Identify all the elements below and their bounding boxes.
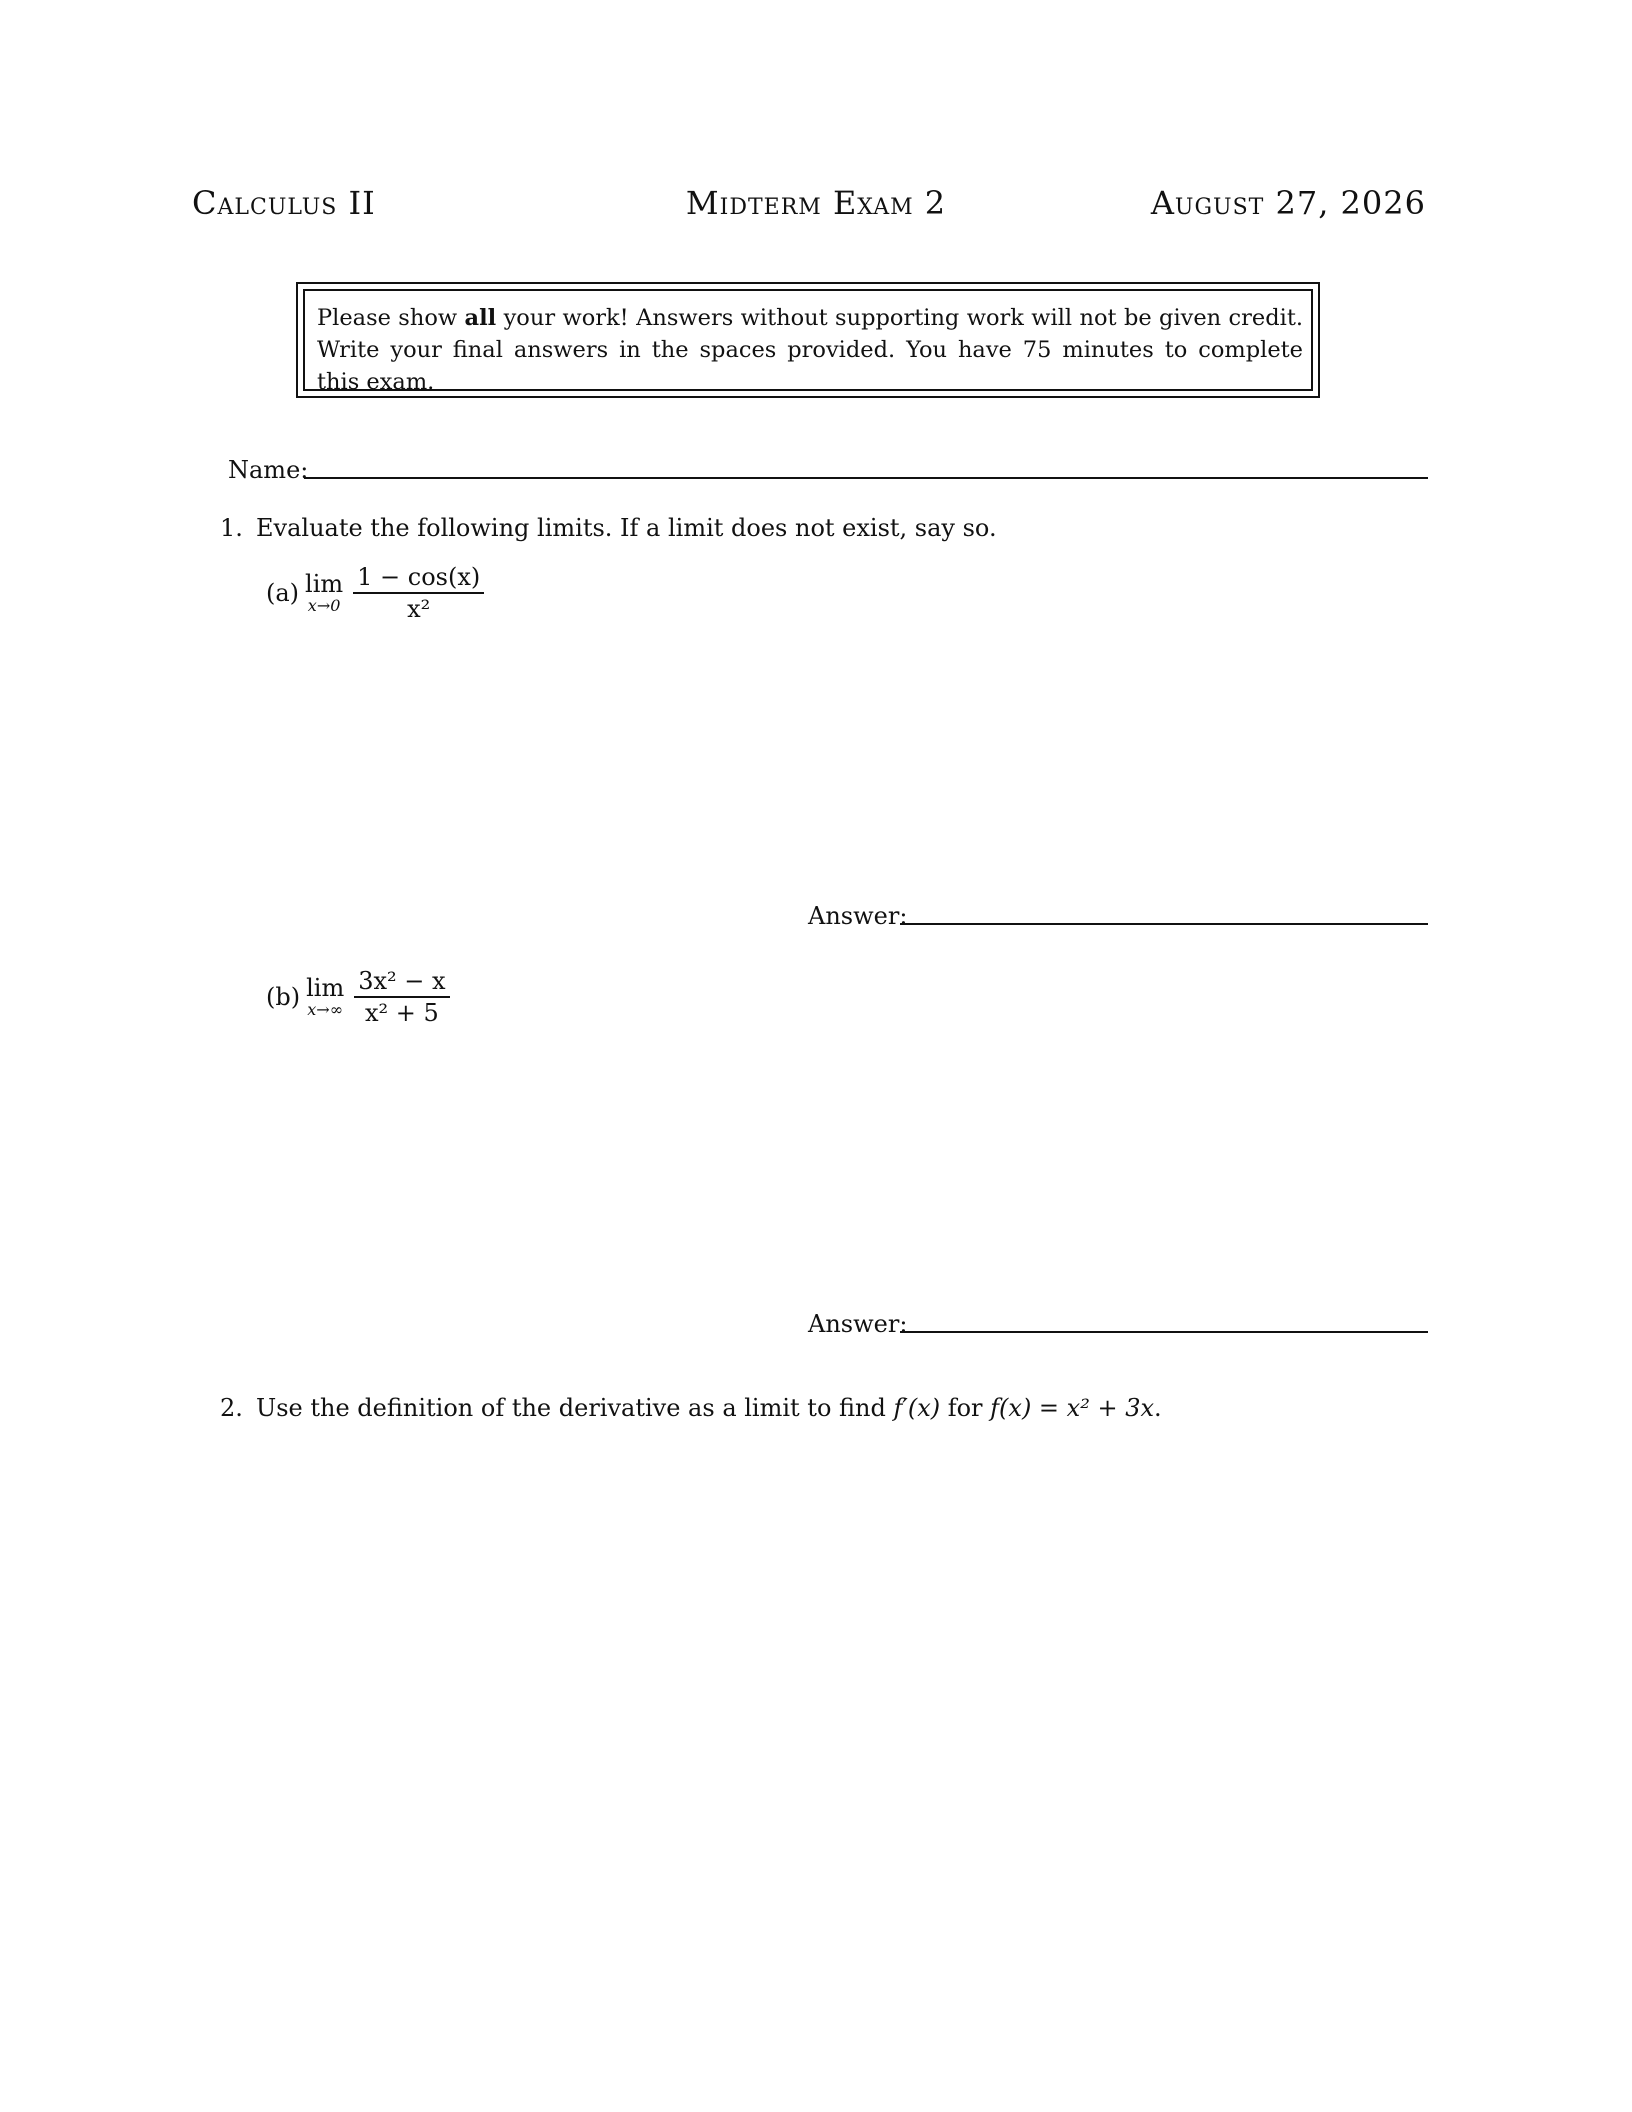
question-1a xyxy=(266,562,484,624)
question-1-text: Evaluate the following limits. If a limit does not exist, say so. xyxy=(256,514,997,542)
question-2-text-end: . xyxy=(1154,1394,1162,1422)
f-definition-expression: f(x) = x² + 3x xyxy=(990,1394,1154,1422)
instructions-box xyxy=(296,282,1320,398)
question-2-number: 2. xyxy=(220,1394,243,1422)
answer-label-a: Answer: xyxy=(808,902,908,930)
part-a-label: (a) xyxy=(266,579,300,607)
exam-date: August 27, 2026 xyxy=(1150,184,1426,222)
name-field-line[interactable] xyxy=(304,477,1428,479)
question-1-number: 1. xyxy=(220,514,243,542)
question-2-text-mid: for xyxy=(940,1394,991,1422)
answer-line-a[interactable] xyxy=(900,923,1428,925)
numerator-b: 3x² − x xyxy=(354,966,449,998)
lim-subscript: x→0 xyxy=(307,596,341,615)
part-b-label: (b) xyxy=(266,983,301,1011)
answer-line-b[interactable] xyxy=(900,1331,1428,1333)
instructions-pre: Please show xyxy=(317,305,465,331)
denominator-b: x² + 5 xyxy=(364,999,439,1027)
answer-label-b: Answer: xyxy=(808,1310,908,1338)
instructions-bold: all xyxy=(464,305,497,331)
numerator-a: 1 − cos(x) xyxy=(353,562,484,594)
limit-operator-b xyxy=(306,975,344,1019)
exam-title: Midterm Exam 2 xyxy=(685,184,947,222)
denominator-a: x² xyxy=(407,595,431,623)
course-title: Calculus II xyxy=(192,184,376,222)
instructions-text xyxy=(303,289,1313,395)
f-prime-expression: f′(x) xyxy=(893,1394,941,1422)
lim-word: lim xyxy=(305,570,344,598)
fraction-b xyxy=(354,966,449,1028)
limit-operator-a xyxy=(305,571,343,615)
question-1 xyxy=(220,514,997,542)
question-1b xyxy=(266,966,450,1028)
lim-subscript: x→∞ xyxy=(307,1000,344,1019)
lim-word: lim xyxy=(306,974,345,1002)
fraction-a xyxy=(353,562,484,624)
name-label: Name: xyxy=(228,456,309,484)
question-2 xyxy=(220,1394,1162,1422)
question-2-text: Use the definition of the derivative as a limit to find xyxy=(256,1394,894,1422)
instructions-post: your work! Answers without supporting work will not be given credit. Write your final answers in the spaces provided. You have 75 minutes to complete this exam. xyxy=(317,305,1304,395)
